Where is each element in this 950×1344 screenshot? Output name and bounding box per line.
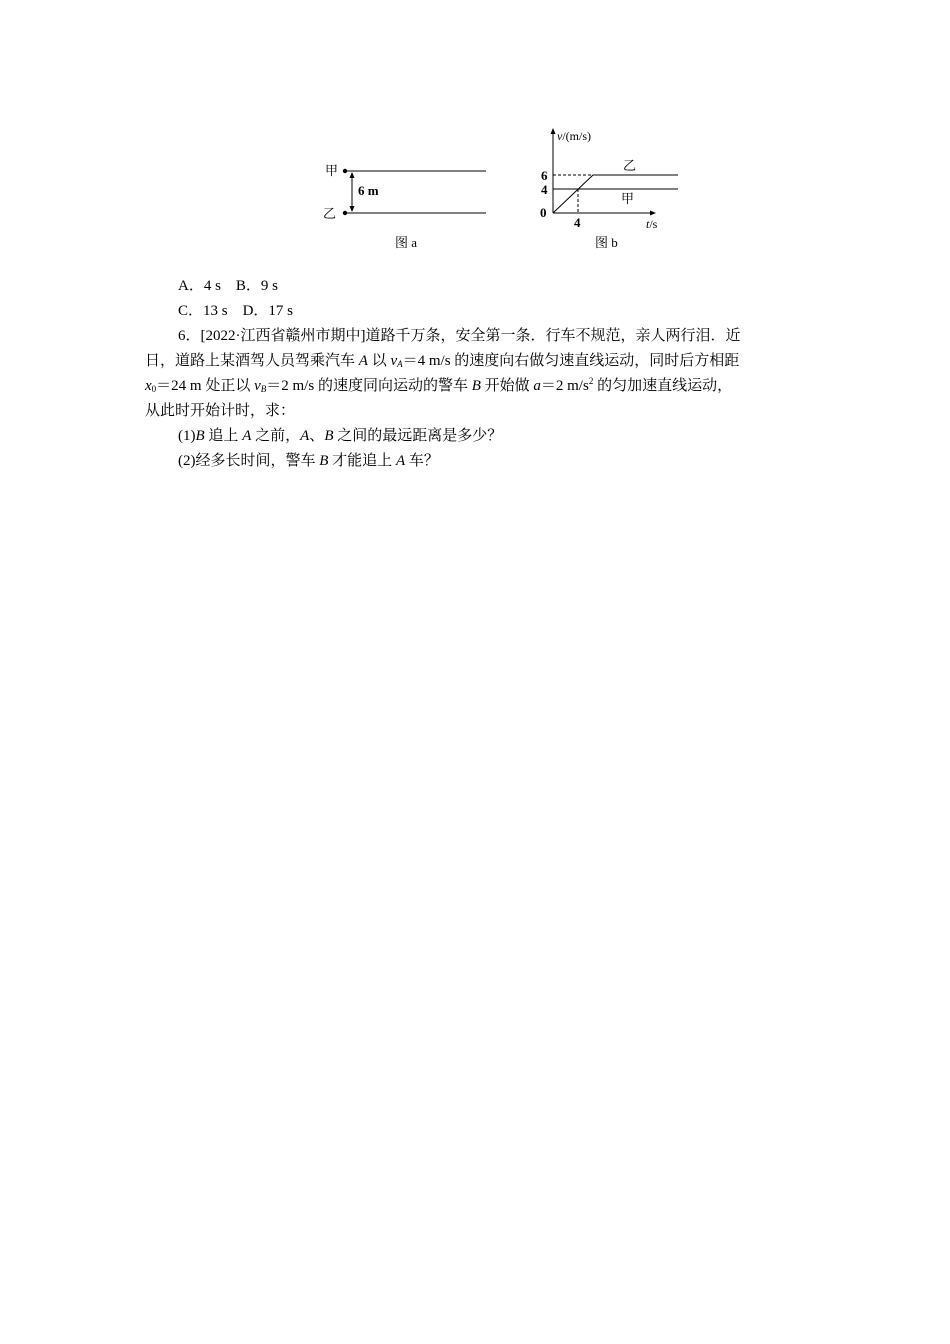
text-segment: 才能追上 — [328, 453, 396, 469]
var-A: A — [242, 428, 252, 444]
distance-label: 6 m — [358, 183, 379, 198]
var-B: B — [471, 378, 481, 394]
y-axis-label — [557, 129, 591, 143]
origin-label: 0 — [540, 205, 547, 220]
car-jia-dot — [343, 169, 347, 173]
series-yi-line — [553, 175, 678, 213]
car-yi-dot — [343, 211, 347, 215]
var-v: v — [254, 378, 261, 394]
subscript-B: B — [260, 384, 267, 394]
x-axis-arrow — [650, 211, 656, 216]
var-B: B — [195, 428, 205, 444]
x-tick-4: 4 — [574, 215, 581, 230]
figure-b — [528, 124, 678, 256]
y-tick-4: 4 — [541, 182, 548, 197]
figure-a-caption: 图 a — [395, 235, 418, 250]
figure-b-caption: 图 b — [595, 235, 618, 250]
y-axis-unit: /(m/s) — [562, 129, 591, 143]
distance-arrow-head-up — [350, 172, 355, 178]
text-segment: ＝2 m/s — [540, 378, 589, 394]
var-B: B — [324, 428, 334, 444]
text-segment: 之间的最远距离是多少？ — [333, 428, 503, 444]
figure-a-diagram — [318, 158, 498, 254]
figure-b-chart — [528, 124, 678, 256]
text-segment: 的匀加速直线运动， — [593, 378, 733, 394]
text-segment: 开始做 — [480, 378, 534, 394]
var-A: A — [300, 428, 310, 444]
label-jia: 甲 — [325, 163, 339, 178]
text-segment: 之前， — [251, 428, 301, 444]
distance-arrow-head-down — [350, 206, 355, 212]
superscript-2: 2 — [588, 376, 594, 386]
problem-6-line-2 — [145, 349, 739, 373]
problem-6-line-1: 6．[2022·江西省赣州市期中]道路千万条，安全第一条．行车不规范，亲人两行泪．近 — [178, 328, 741, 344]
y-axis-arrow — [551, 128, 556, 134]
x-axis-unit: /s — [649, 217, 658, 231]
subscript-0: 0 — [151, 384, 157, 394]
text-segment: ＝4 m/s 的速度向右做匀速直线运动，同时后方相距 — [402, 353, 740, 369]
text-segment: 以 — [367, 353, 391, 369]
var-A: A — [395, 453, 406, 469]
text-segment: (2)经多长时间，警车 — [178, 453, 320, 469]
options-row-2: C．13 s D．17 s — [178, 303, 294, 319]
text-segment: 、 — [309, 428, 325, 444]
var-A: A — [358, 353, 368, 369]
subscript-A: A — [397, 359, 403, 369]
text-segment: ＝2 m/s 的速度同向运动的警车 — [266, 378, 472, 394]
series-jia-label: 甲 — [621, 191, 635, 206]
y-tick-6: 6 — [541, 168, 548, 183]
problem-6-line-3 — [145, 374, 732, 398]
text-segment: ＝24 m 处正以 — [156, 378, 255, 394]
x-axis-var: t — [646, 217, 650, 231]
options-row-1: A．4 s B．9 s — [178, 278, 279, 294]
var-a: a — [533, 378, 541, 394]
series-yi-label: 乙 — [623, 158, 637, 173]
x-axis-label — [646, 217, 658, 231]
var-B: B — [319, 453, 329, 469]
var-v: v — [390, 353, 398, 369]
question-2 — [178, 449, 439, 473]
question-1 — [178, 424, 502, 448]
label-yi: 乙 — [323, 206, 337, 221]
text-segment: 车？ — [405, 453, 439, 469]
figure-a — [318, 158, 498, 254]
var-x: x — [145, 378, 152, 394]
y-axis-var: v — [557, 129, 563, 143]
text-segment: 日，道路上某酒驾人员驾乘汽车 — [145, 353, 359, 369]
text-segment: (1) — [178, 428, 196, 444]
text-segment: 追上 — [204, 428, 243, 444]
problem-6-line-4: 从此时开始计时，求： — [145, 403, 296, 419]
